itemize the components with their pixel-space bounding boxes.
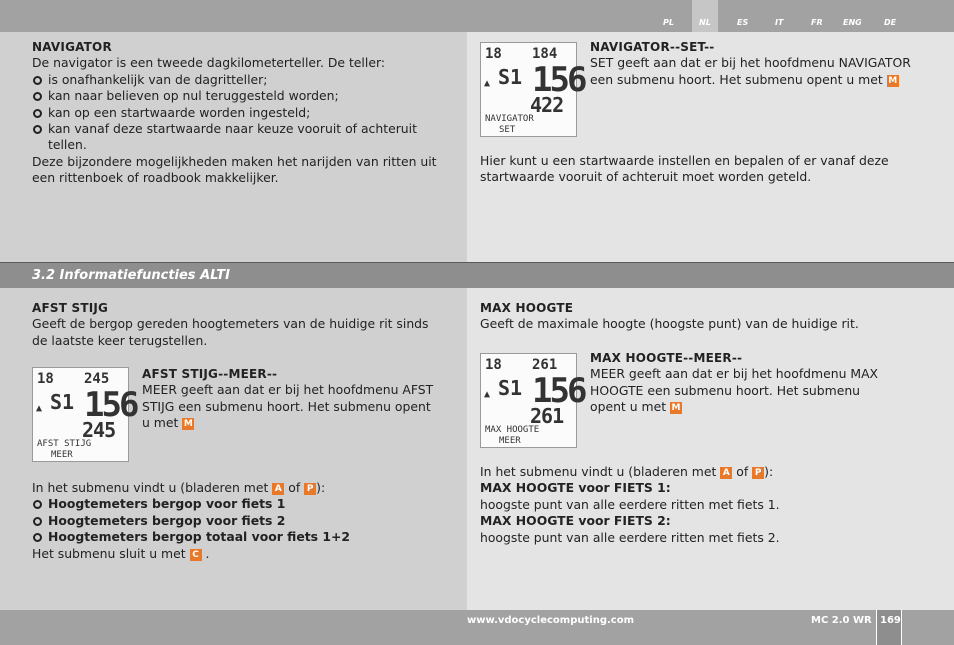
lcd-top-left: 18 (485, 46, 502, 62)
lcd-arrow-icon: ▲ (484, 78, 491, 89)
lcd-top-right: 261 (532, 357, 558, 373)
submenu-close-paren: ): (316, 480, 326, 495)
navigator-bullet: kan vanaf deze startwaarde naar keuze vooruit of achteruit tellen. (32, 121, 452, 154)
navigator-bullet: is onafhankelijk van de dagritteller; (32, 72, 452, 88)
lcd-arrow-icon: ▲ (484, 389, 491, 400)
afst-stijg-submenu-intro (32, 480, 452, 496)
submenu-close-paren: ): (764, 464, 774, 479)
page-number: 169 (880, 615, 901, 626)
close-text: Het submenu sluit u met (32, 545, 186, 561)
navigator-set-block (590, 39, 920, 88)
max-hoogte-fiets1-text: hoogste punt van alle eerdere ritten met fiets 1. (480, 496, 780, 512)
navigator-bullet: kan op een startwaarde worden ingesteld; (32, 105, 452, 121)
afst-stijg-heading: AFST STIJG (32, 301, 109, 315)
navigator-block (32, 39, 452, 187)
navigator-heading: NAVIGATOR (32, 40, 112, 54)
navigator-set-text (590, 55, 920, 88)
key-m-icon: M (671, 403, 681, 414)
afst-stijg-meer-text (142, 382, 442, 431)
afst-stijg-close: Het submenu sluit u met C . (32, 545, 210, 561)
lcd-top-left: 18 (37, 371, 54, 387)
language-tab-nl[interactable]: NL (699, 18, 711, 27)
top-language-bar (0, 0, 954, 32)
lcd-navigator-set (480, 42, 585, 137)
key-p-icon: P (304, 483, 316, 495)
footer-url-link[interactable]: www.vdocyclecomputing.com (467, 615, 635, 626)
afst-stijg-meer-heading: AFST STIJG--MEER-- (142, 367, 278, 381)
key-c-icon: C (190, 549, 202, 561)
section-header-bar (0, 262, 954, 288)
max-hoogte-submenu-intro (480, 464, 920, 480)
navigator-set-heading: NAVIGATOR--SET-- (590, 40, 715, 54)
max-hoogte-meer-text (590, 366, 880, 415)
lcd-line1: MAX HOOGTE (485, 425, 540, 435)
language-tab-es[interactable]: ES (737, 18, 749, 27)
lcd-mid-value: 261 (530, 404, 564, 428)
afst-stijg-meer-body: MEER geeft aan dat er bij het hoofdmenu AFST STIJG een submenu hoort. Het submenu opent u met (142, 382, 434, 431)
navigator-outro: Deze bijzondere mogelijkheden maken het narijden van ritten uit een rittenboek of roadbook makkelijker. (32, 153, 437, 186)
lcd-top-left: 18 (485, 357, 502, 373)
lcd-line2: MEER (499, 436, 521, 446)
lcd-big-value: 156 (532, 60, 585, 100)
lcd-line2: MEER (51, 450, 73, 460)
key-p-icon: P (752, 467, 764, 479)
lcd-top-right: 184 (532, 46, 558, 62)
submenu-of-text: of (736, 464, 749, 479)
lcd-line1: AFST STIJG (37, 439, 92, 449)
max-hoogte-fiets2-heading: MAX HOOGTE voor FIETS 2: (480, 513, 671, 529)
navigator-set-text-body: SET geeft aan dat er bij het hoofdmenu NAVIGATOR een submenu hoort. Het submenu opent u met (590, 55, 911, 87)
afst-stijg-block (32, 300, 442, 349)
lcd-arrow-icon: ▲ (36, 403, 43, 414)
max-hoogte-fiets1-heading: MAX HOOGTE voor FIETS 1: (480, 480, 671, 496)
submenu-intro-text: In het submenu vindt u (bladeren met (32, 480, 269, 495)
afst-stijg-text: Geeft de bergop gereden hoogtemeters van de huidige rit sinds de laatste keer terugstellen. (32, 316, 429, 348)
panel-max-hoogte (467, 288, 954, 610)
max-hoogte-submenu (480, 464, 920, 546)
submenu-of-text: of (288, 480, 301, 495)
max-hoogte-block (480, 300, 920, 333)
max-hoogte-text: Geeft de maximale hoogte (hoogste punt) van de huidige rit. (480, 316, 859, 332)
lcd-mid-value: 245 (82, 418, 116, 442)
afst-stijg-submenu-item: Hoogtemeters bergop totaal voor fiets 1+2 (32, 529, 452, 545)
lcd-top-right: 245 (84, 371, 110, 387)
language-tab-fr[interactable]: FR (811, 18, 823, 27)
max-hoogte-heading: MAX HOOGTE (480, 301, 574, 315)
lcd-s1: S1 (50, 390, 75, 414)
key-m-icon: M (888, 75, 898, 86)
language-tab-eng[interactable]: ENG (843, 18, 862, 27)
key-m-icon: M (183, 419, 193, 430)
lcd-line2: SET (499, 125, 516, 135)
lcd-big-value: 156 (532, 371, 585, 411)
footer-bar (0, 610, 954, 645)
afst-stijg-submenu-item: Hoogtemeters bergop voor fiets 1 (32, 496, 452, 512)
lcd-big-value: 156 (84, 385, 137, 425)
afst-stijg-meer-block (142, 366, 442, 432)
max-hoogte-meer-heading: MAX HOOGTE--MEER-- (590, 351, 743, 365)
footer-model: MC 2.0 WR (811, 615, 872, 626)
language-tab-it[interactable]: IT (775, 18, 784, 27)
lcd-line1: NAVIGATOR (485, 114, 534, 124)
language-tab-pl[interactable]: PL (663, 18, 674, 27)
lcd-afst-stijg (32, 367, 137, 462)
section-title: 3.2 Informatiefuncties ALTI (32, 268, 230, 283)
max-hoogte-fiets2-text: hoogste punt van alle eerdere ritten met fiets 2. (480, 529, 780, 545)
lcd-mid-value: 422 (530, 93, 564, 117)
navigator-bullet: kan naar believen op nul teruggesteld worden; (32, 88, 452, 104)
max-hoogte-meer-body: MEER geeft aan dat er bij het hoofdmenu MAX HOOGTE een submenu hoort. Het submenu opent u met (590, 366, 879, 415)
page-number-box (876, 610, 902, 645)
key-a-icon: A (720, 467, 732, 479)
afst-stijg-submenu (32, 480, 452, 562)
max-hoogte-meer-block (590, 350, 880, 416)
navigator-set-after: Hier kunt u een startwaarde instellen en bepalen of er vanaf deze startwaarde vooruit of achteruit moet worden geteld. (480, 153, 889, 185)
key-a-icon: A (272, 483, 284, 495)
language-tab-de[interactable]: DE (884, 18, 897, 27)
submenu-intro-text: In het submenu vindt u (bladeren met (480, 464, 717, 479)
lcd-max-hoogte (480, 353, 585, 448)
navigator-intro: De navigator is een tweede dagkilometerteller. De teller: (32, 55, 385, 71)
afst-stijg-submenu-item: Hoogtemeters bergop voor fiets 2 (32, 513, 452, 529)
lcd-s1: S1 (498, 376, 523, 400)
lcd-s1: S1 (498, 65, 523, 89)
